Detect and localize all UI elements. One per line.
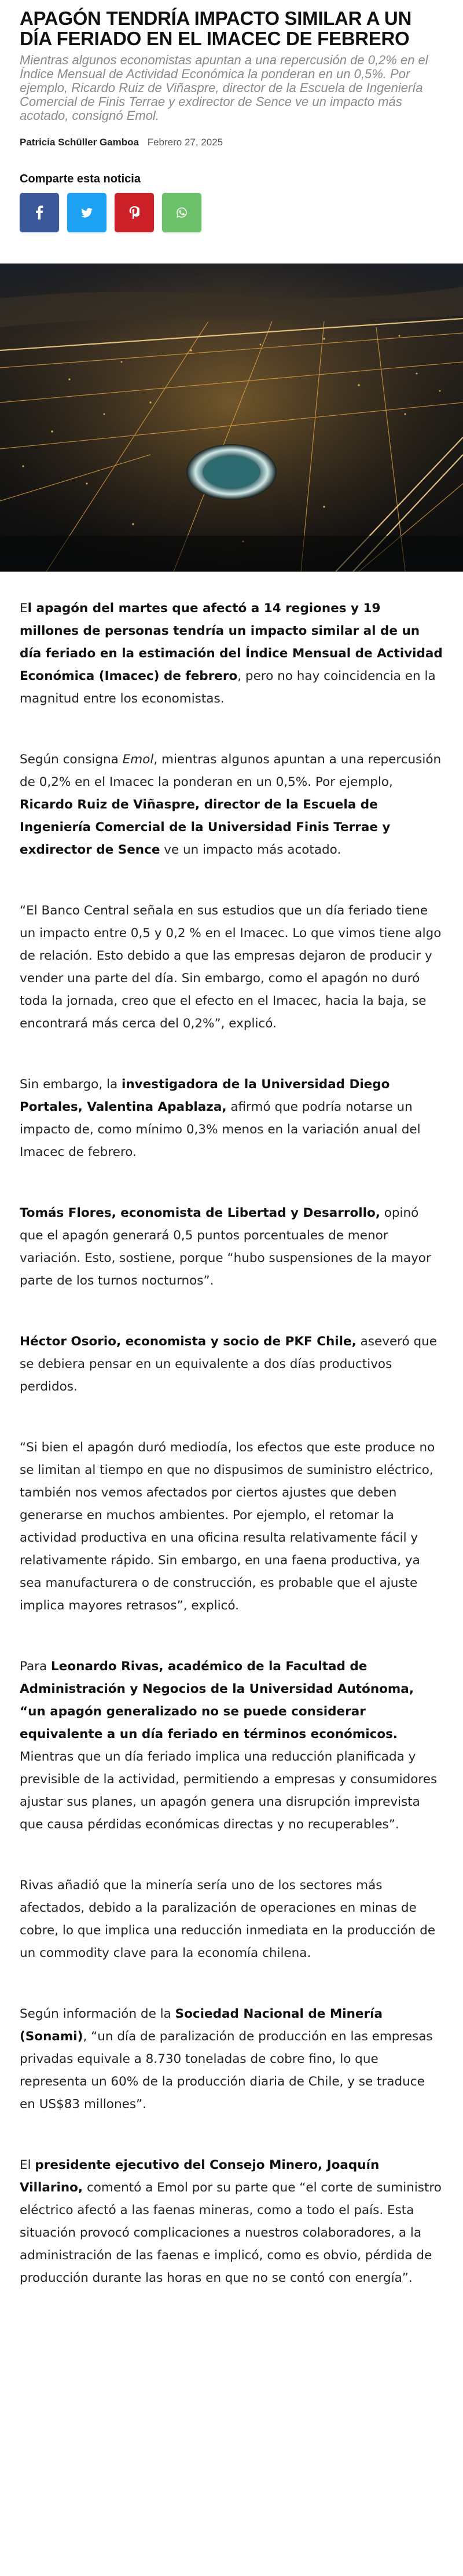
paragraph: Tomás Flores, economista de Libertad y Desarrollo, opinó que el apagón generará 0,5 puntos porcentuales de menor variación. Esto, sostiene, porque “hubo suspensiones de la mayor parte de los turnos nocturnos”.	[20, 1206, 431, 1288]
author-link[interactable]: Patricia Schüller Gamboa	[20, 137, 139, 148]
paragraph: Para Leonardo Rivas, académico de la Facultad de Administración y Negocios de la Universidad Autónoma, “un apagón generalizado no se puede considerar equivalente a un día feriado en términos económicos. Mientras que un día feriado implica una reducción planificada y previsible de la actividad, permitiendo a empresas y consumidores ajustar sus planes, un apagón genera una disrupción imprevista que causa pérdidas económicas directas y no recuperables”.	[20, 1659, 438, 1832]
pinterest-icon	[129, 206, 139, 219]
publish-date: Febrero 27, 2025	[147, 137, 223, 148]
paragraph: El presidente ejecutivo del Consejo Minero, Joaquín Villarino, comentó a Emol por su parte que “el corte de suministro eléctrico afectó a las faenas mineras, como a todo el país. Esta situación provocó complicaciones a nuestros colaboradores, a la administración de las faenas e implicó, como es obvio, pérdida de producción durante las horas en que no se contó con energía”.	[20, 2158, 442, 2285]
paragraph: Héctor Osorio, economista y socio de PKF Chile, aseveró que se debiera pensar en un equivalente a dos días productivos perdidos.	[20, 1334, 438, 1394]
paragraph: Según información de la Sociedad Nacional de Minería (Sonami), “un día de paralización de producción en las empresas privadas equivale a 8.730 toneladas de cobre fino, lo que representa un 60% de la producción diaria de Chile, y se traduce en US$83 millones”.	[20, 2007, 433, 2112]
article-body	[0, 597, 463, 2289]
share-label: Comparte esta noticia	[20, 173, 141, 185]
paragraph: Sin embargo, la investigadora de la Universidad Diego Portales, Valentina Apablaza, afirmó que podría notarse un impacto de, como mínimo 0,3% menos en la variación anual del Imacec de febrero.	[20, 1077, 421, 1159]
paragraph: Rivas añadió que la minería sería uno de los sectores más afectados, debido a la paralización de operaciones en minas de cobre, lo que implica una reducción inmediata en la producción de un commodity clave para la economía chilena.	[20, 1878, 436, 1960]
facebook-icon	[35, 206, 43, 219]
article-header	[0, 0, 463, 232]
paragraph: “El Banco Central señala en sus estudios que un día feriado tiene un impacto entre 0,5 y 0,2 % en el Imacec. Lo que vimos tiene algo de relación. Esto debido a que las empresas dejaron de producir y vender una parte del día. Sin embargo, como el apagón no duró toda la jornada, creo que el efecto en el Imacec, hacia la baja, se encontrará más cerca del 0,2%”, explicó.	[20, 903, 442, 1031]
paragraph: Según consigna Emol, mientras algunos apuntan a una repercusión de 0,2% en el Imacec la ponderan en un 0,5%. Por ejemplo, Ricardo Ruiz de Viñaspre, director de la Escuela de Ingeniería Comercial de la Universidad Finis Terrae y exdirector de Sence ve un impacto más acotado.	[20, 752, 442, 857]
article-subtitle: Mientras algunos economistas apuntan a una repercusión de 0,2% en el Índice Mensual de Actividad Económica la ponderan en un 0,5%. Por ejemplo, Ricardo Ruiz de Viñaspre, director de la Escuela de Ingeniería Comercial de Finis Terrae y exdirector de Sence ve un impacto más acotado, consignó Emol.	[20, 53, 428, 123]
twitter-share-button[interactable]	[67, 193, 106, 232]
paragraph: El apagón del martes que afectó a 14 regiones y 19 millones de personas tendría un impacto similar al de un día feriado en la estimación del Índice Mensual de Actividad Económica (Imacec) de febrero, pero no hay coincidencia en la magnitud entre los economistas.	[20, 601, 443, 706]
whatsapp-icon	[176, 207, 188, 218]
article-title: APAGÓN TENDRÍA IMPACTO SIMILAR A UN DÍA FERIADO EN EL IMACEC DE FEBRERO	[20, 8, 411, 49]
paragraph: “Si bien el apagón duró mediodía, los efectos que este produce no se limitan al tiempo en que no dispusimos de suministro eléctrico, también nos vemos afectados por ciertos ajustes que deben generarse en muchos ambientes. Por ejemplo, el retomar la actividad productiva en una oficina resulta relativamente fácil y relativamente rápido. Sin embargo, en una faena productiva, ya sea manufacturera o de construcción, es probable que el ajuste implica mayores retrasos”, explicó.	[20, 1440, 435, 1613]
hero-image	[0, 264, 463, 572]
byline	[20, 137, 443, 148]
twitter-icon	[81, 208, 93, 218]
whatsapp-share-button[interactable]	[162, 193, 201, 232]
facebook-share-button[interactable]	[20, 193, 59, 232]
pinterest-share-button[interactable]	[115, 193, 154, 232]
share-buttons	[20, 193, 443, 232]
